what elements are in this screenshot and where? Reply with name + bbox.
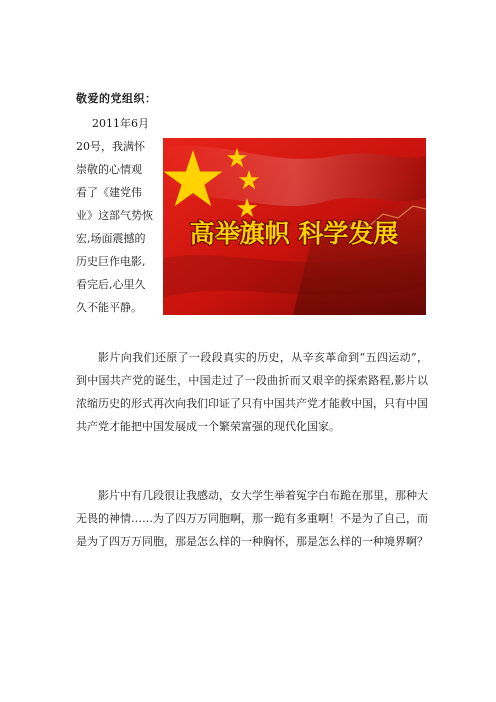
intro-line: 崇敬的心情观 [76,163,142,176]
body-paragraph: 影片向我们还原了一段段真实的历史，从辛亥革命到“五四运动”，到中国共产党的诞生，中国走过了一段曲折而又艰辛的探索路程,影片以浓缩历史的形式再次向我们印证了只有中国共产党才能救中国，只有中国共产党才能把中国发展成一个繁荣富强的现代化国家。 [76,351,428,433]
body-paragraph: 影片中有几段很让我感动，女大学生举着冤字白布跪在那里，那种大无畏的神情……为了四万万同胞啊，那一跪有多重啊！不是为了自己，而是为了四万万同胞，那是怎么样的一种胸怀，那是怎么样的一种境界啊？ [76,489,428,548]
flag-banner-graphic [163,138,426,315]
salutation: 敬爱的党组织： [76,92,157,105]
intro-line: 20号，我满怀 [76,140,145,153]
flag-banner-image [163,138,426,315]
intro-line: 看完后,心里久 [76,278,146,291]
intro-line: 2011年6月 [92,117,149,130]
banner-slogan: 高举旗帜 科学发展 [189,219,399,248]
intro-line: 久不能平静。 [76,301,142,314]
intro-line: 历史巨作电影, [76,255,146,268]
intro-line: 宏,场面震撼的 [76,232,146,245]
intro-line: 业》这部气势恢 [76,209,153,222]
intro-line: 看了《建党伟 [76,186,142,199]
intro-text-column [76,112,160,319]
